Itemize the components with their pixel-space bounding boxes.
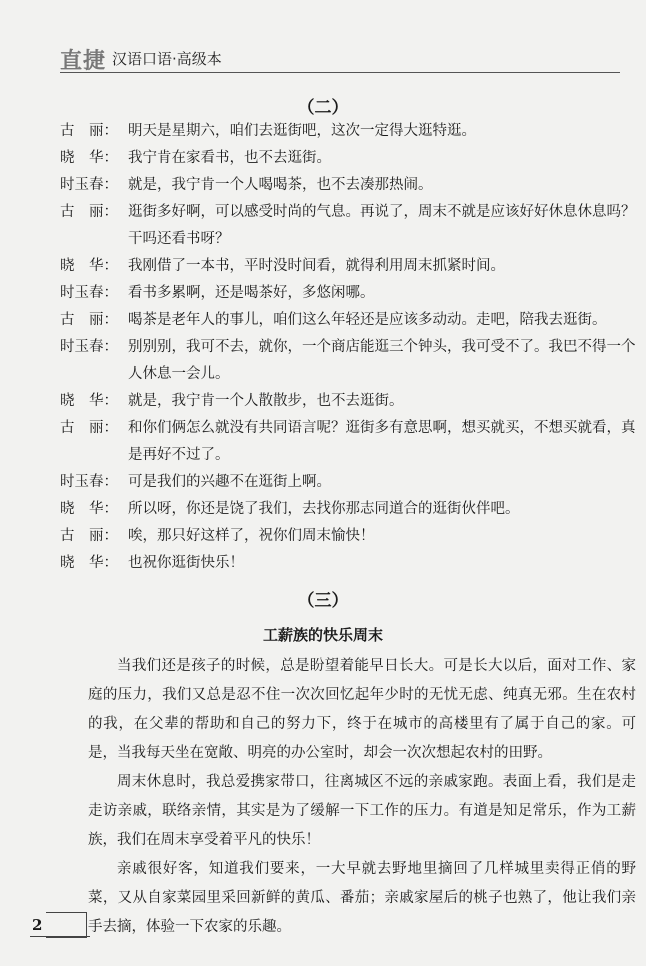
- essay-title: 工薪族的快乐周末: [262, 626, 383, 644]
- speaker-name: 晓 华：: [60, 258, 118, 274]
- dialogue-line: [60, 550, 640, 577]
- dialogue-line: [60, 415, 640, 469]
- dialogue-line: [60, 199, 640, 253]
- page-number-rule: [30, 936, 90, 937]
- dialogue-line: [60, 253, 640, 280]
- speaker-name: 晓 华：: [60, 393, 118, 409]
- dialogue-text: 唉，那只好这样了，祝你们周末愉快！: [128, 528, 375, 544]
- dialogue-text: 和你们俩怎么就没有共同语言呢？逛街多有意思啊，想买就买，不想买就看，真是再好不过了。: [128, 420, 636, 463]
- book-brand: 直捷: [60, 49, 107, 74]
- section-2-title: （二）: [297, 98, 349, 118]
- dialogue-line: [60, 496, 640, 523]
- dialogue-line: [60, 172, 640, 199]
- dialogue-text: 也祝你逛街快乐！: [128, 555, 244, 571]
- dialogue-text: 可是我们的兴趣不在逛街上啊。: [128, 474, 331, 490]
- dialogue: [60, 118, 640, 577]
- running-header: [60, 44, 620, 74]
- speaker-name: 时玉春：: [60, 285, 118, 301]
- dialogue-text: 喝茶是老年人的事儿，咱们这么年轻还是应该多动动。走吧，陪我去逛街。: [128, 312, 607, 328]
- dialogue-text: 我刚借了一本书，平时没时间看，就得利用周末抓紧时间。: [128, 258, 505, 274]
- speaker-name: 晓 华：: [60, 150, 118, 166]
- speaker-name: 时玉春：: [60, 177, 118, 193]
- speaker-name: 古 丽：: [60, 123, 118, 139]
- speaker-name: 古 丽：: [60, 420, 118, 436]
- book-series-title: 汉语口语·高级本: [112, 50, 222, 68]
- dialogue-line: [60, 118, 640, 145]
- essay-paragraph: 周末休息时，我总爱携家带口，往离城区不远的亲戚家跑。表面上看，我们是走走访亲戚，联络亲情，其实是为了缓解一下工作的压力。有道是知足常乐，作为工薪族，我们在周末享受着平凡的快乐！: [88, 774, 636, 848]
- dialogue-line: [60, 523, 640, 550]
- dialogue-line: [60, 388, 640, 415]
- speaker-name: 晓 华：: [60, 501, 118, 517]
- page-number: 2: [32, 916, 43, 934]
- essay-paragraph: 亲戚很好客，知道我们要来，一大早就去野地里摘回了几样城里卖得正俏的野菜，又从自家菜园里采回新鲜的黄瓜、番茄；亲戚家屋后的桃子也熟了，他让我们亲手去摘，体验一下农家的乐趣。: [88, 861, 636, 935]
- speaker-name: 古 丽：: [60, 204, 118, 220]
- page-number-frame: [46, 912, 87, 938]
- essay-paragraph: 当我们还是孩子的时候，总是盼望着能早日长大。可是长大以后，面对工作、家庭的压力，我们又总是忍不住一次次回忆起年少时的无忧无虑、纯真无邪。生在农村的我，在父辈的帮助和自己的努力下，终于在城市的高楼里有了属于自己的家。可是，当我每天坐在宽敞、明亮的办公室时，却会一次次想起农村的田野。: [88, 658, 636, 761]
- dialogue-text: 明天是星期六，咱们去逛街吧，这次一定得大逛特逛。: [128, 123, 476, 139]
- dialogue-line: [60, 469, 640, 496]
- dialogue-text: 别别别，我可不去，就你，一个商店能逛三个钟头，我可受不了。我巴不得一个人休息一会儿。: [128, 339, 636, 382]
- dialogue-line: [60, 334, 640, 388]
- speaker-name: 时玉春：: [60, 474, 118, 490]
- speaker-name: 古 丽：: [60, 528, 118, 544]
- dialogue-text: 我宁肯在家看书，也不去逛街。: [128, 150, 331, 166]
- dialogue-text: 就是，我宁肯一个人喝喝茶，也不去凑那热闹。: [128, 177, 433, 193]
- dialogue-line: [60, 307, 640, 334]
- section-3-title: （三）: [297, 591, 349, 611]
- dialogue-text: 逛街多好啊，可以感受时尚的气息。再说了，周末不就是应该好好休息休息吗？干吗还看书呀？: [128, 204, 636, 247]
- dialogue-text: 看书多累啊，还是喝茶好，多悠闲哪。: [128, 285, 375, 301]
- dialogue-line: [60, 145, 640, 172]
- speaker-name: 晓 华：: [60, 555, 118, 571]
- speaker-name: 时玉春：: [60, 339, 118, 355]
- dialogue-text: 所以呀，你还是饶了我们，去找你那志同道合的逛街伙伴吧。: [128, 501, 520, 517]
- header-divider: [60, 72, 620, 73]
- dialogue-line: [60, 280, 640, 307]
- dialogue-text: 就是，我宁肯一个人散散步，也不去逛街。: [128, 393, 404, 409]
- essay-body: [88, 652, 636, 942]
- speaker-name: 古 丽：: [60, 312, 118, 328]
